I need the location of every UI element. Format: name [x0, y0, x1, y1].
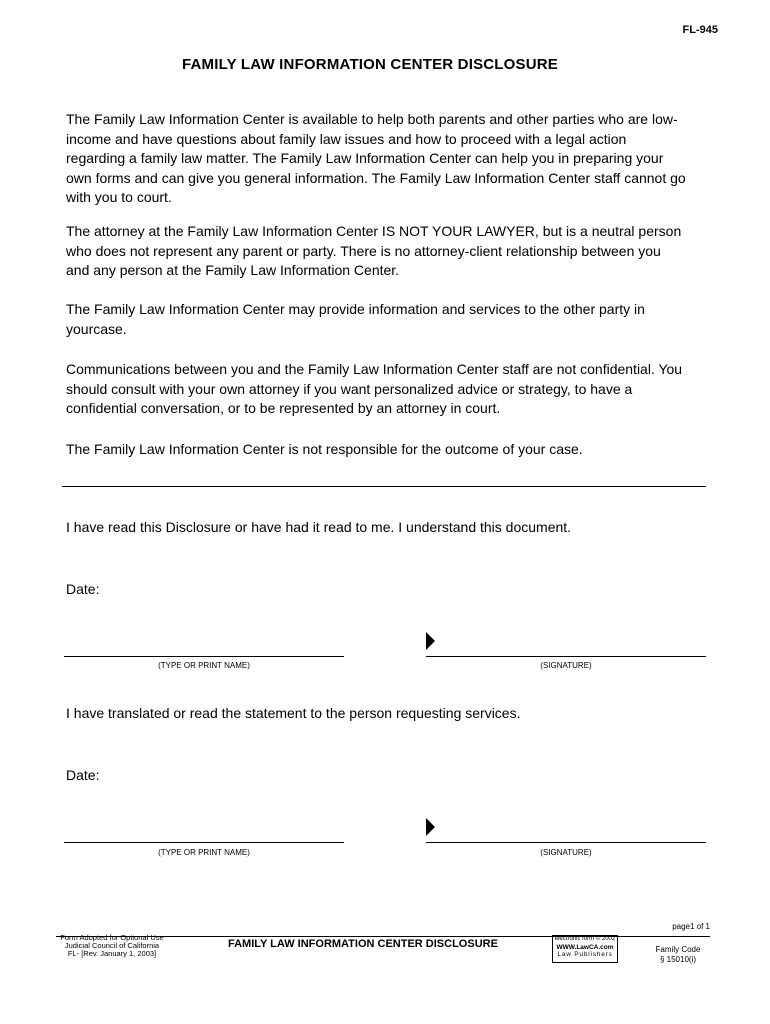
paragraph-not-responsible: The Family Law Information Center is not responsible for the outcome of your case. — [66, 441, 583, 457]
form-number: FL-945 — [682, 24, 718, 36]
badge-url: WWW.LawCA.com — [556, 943, 614, 951]
translator-name-caption: (TYPE OR PRINT NAME) — [158, 848, 250, 857]
acknowledgement-statement: I have read this Disclosure or have had it read to me. I understand this document. — [66, 519, 572, 535]
footer-code-reference — [648, 945, 708, 965]
paragraph-purpose: The Family Law Information Center is available to help both parents and other parties who are low-income and have questions about family law issues and how to proceed with a legal action regarding a family law matter. The Family Law Information Center can help you in preparing your own forms and can give you general information. The Family Law Information Center staff cannot go with you to court. — [66, 111, 686, 205]
footer-adoption-info — [52, 934, 172, 958]
date-field-translator[interactable]: Date: — [66, 767, 100, 783]
section-divider — [62, 486, 706, 487]
footer-code-section: § 15010(i) — [659, 955, 697, 964]
translator-name-line[interactable] — [64, 842, 344, 843]
page-indicator: page1 of 1 — [672, 922, 710, 931]
paragraph-not-confidential: Communications between you and the Family Law Information Center staff are not confidential. You should consult with your own attorney if you want personalized advice or strategy, to have a confidential conversation, or to be represented by an attorney in court. — [66, 361, 683, 416]
sign-here-arrow-icon — [426, 632, 435, 650]
date-field-party[interactable]: Date: — [66, 581, 100, 597]
footer-council-line: Judicial Council of California — [64, 941, 160, 950]
publisher-badge — [552, 935, 618, 963]
paragraph-other-party: The Family Law Information Center may provide information and services to the other party in yourcase. — [66, 301, 645, 337]
page-title: FAMILY LAW INFORMATION CENTER DISCLOSURE — [181, 56, 559, 73]
party-name-caption: (TYPE OR PRINT NAME) — [158, 661, 250, 670]
translator-statement: I have translated or read the statement to the person requesting services. — [66, 705, 521, 721]
footer-adoption-line: Form Adopted for Optional Use — [60, 933, 164, 942]
translator-signature-line[interactable] — [426, 842, 706, 843]
badge-publisher: Law Publishers — [557, 951, 613, 958]
footer-code-name: Family Code — [655, 945, 701, 954]
badge-copyright: electronic form © 2002 — [554, 936, 616, 942]
translator-signature-caption: (SIGNATURE) — [540, 848, 592, 857]
paragraph-not-your-lawyer: The attorney at the Family Law Information Center IS NOT YOUR LAWYER, but is a neutral person who does not represent any parent or party. There is no attorney-client relationship between you and any person at the Family Law Information Center. — [66, 223, 682, 278]
footer-title: FAMILY LAW INFORMATION CENTER DISCLOSURE — [228, 938, 498, 950]
sign-here-arrow-icon — [426, 818, 435, 836]
party-signature-line[interactable] — [426, 656, 706, 657]
footer-revision-line: FL- [Rev. January 1, 2003] — [67, 949, 157, 958]
party-signature-caption: (SIGNATURE) — [540, 661, 592, 670]
party-name-line[interactable] — [64, 656, 344, 657]
